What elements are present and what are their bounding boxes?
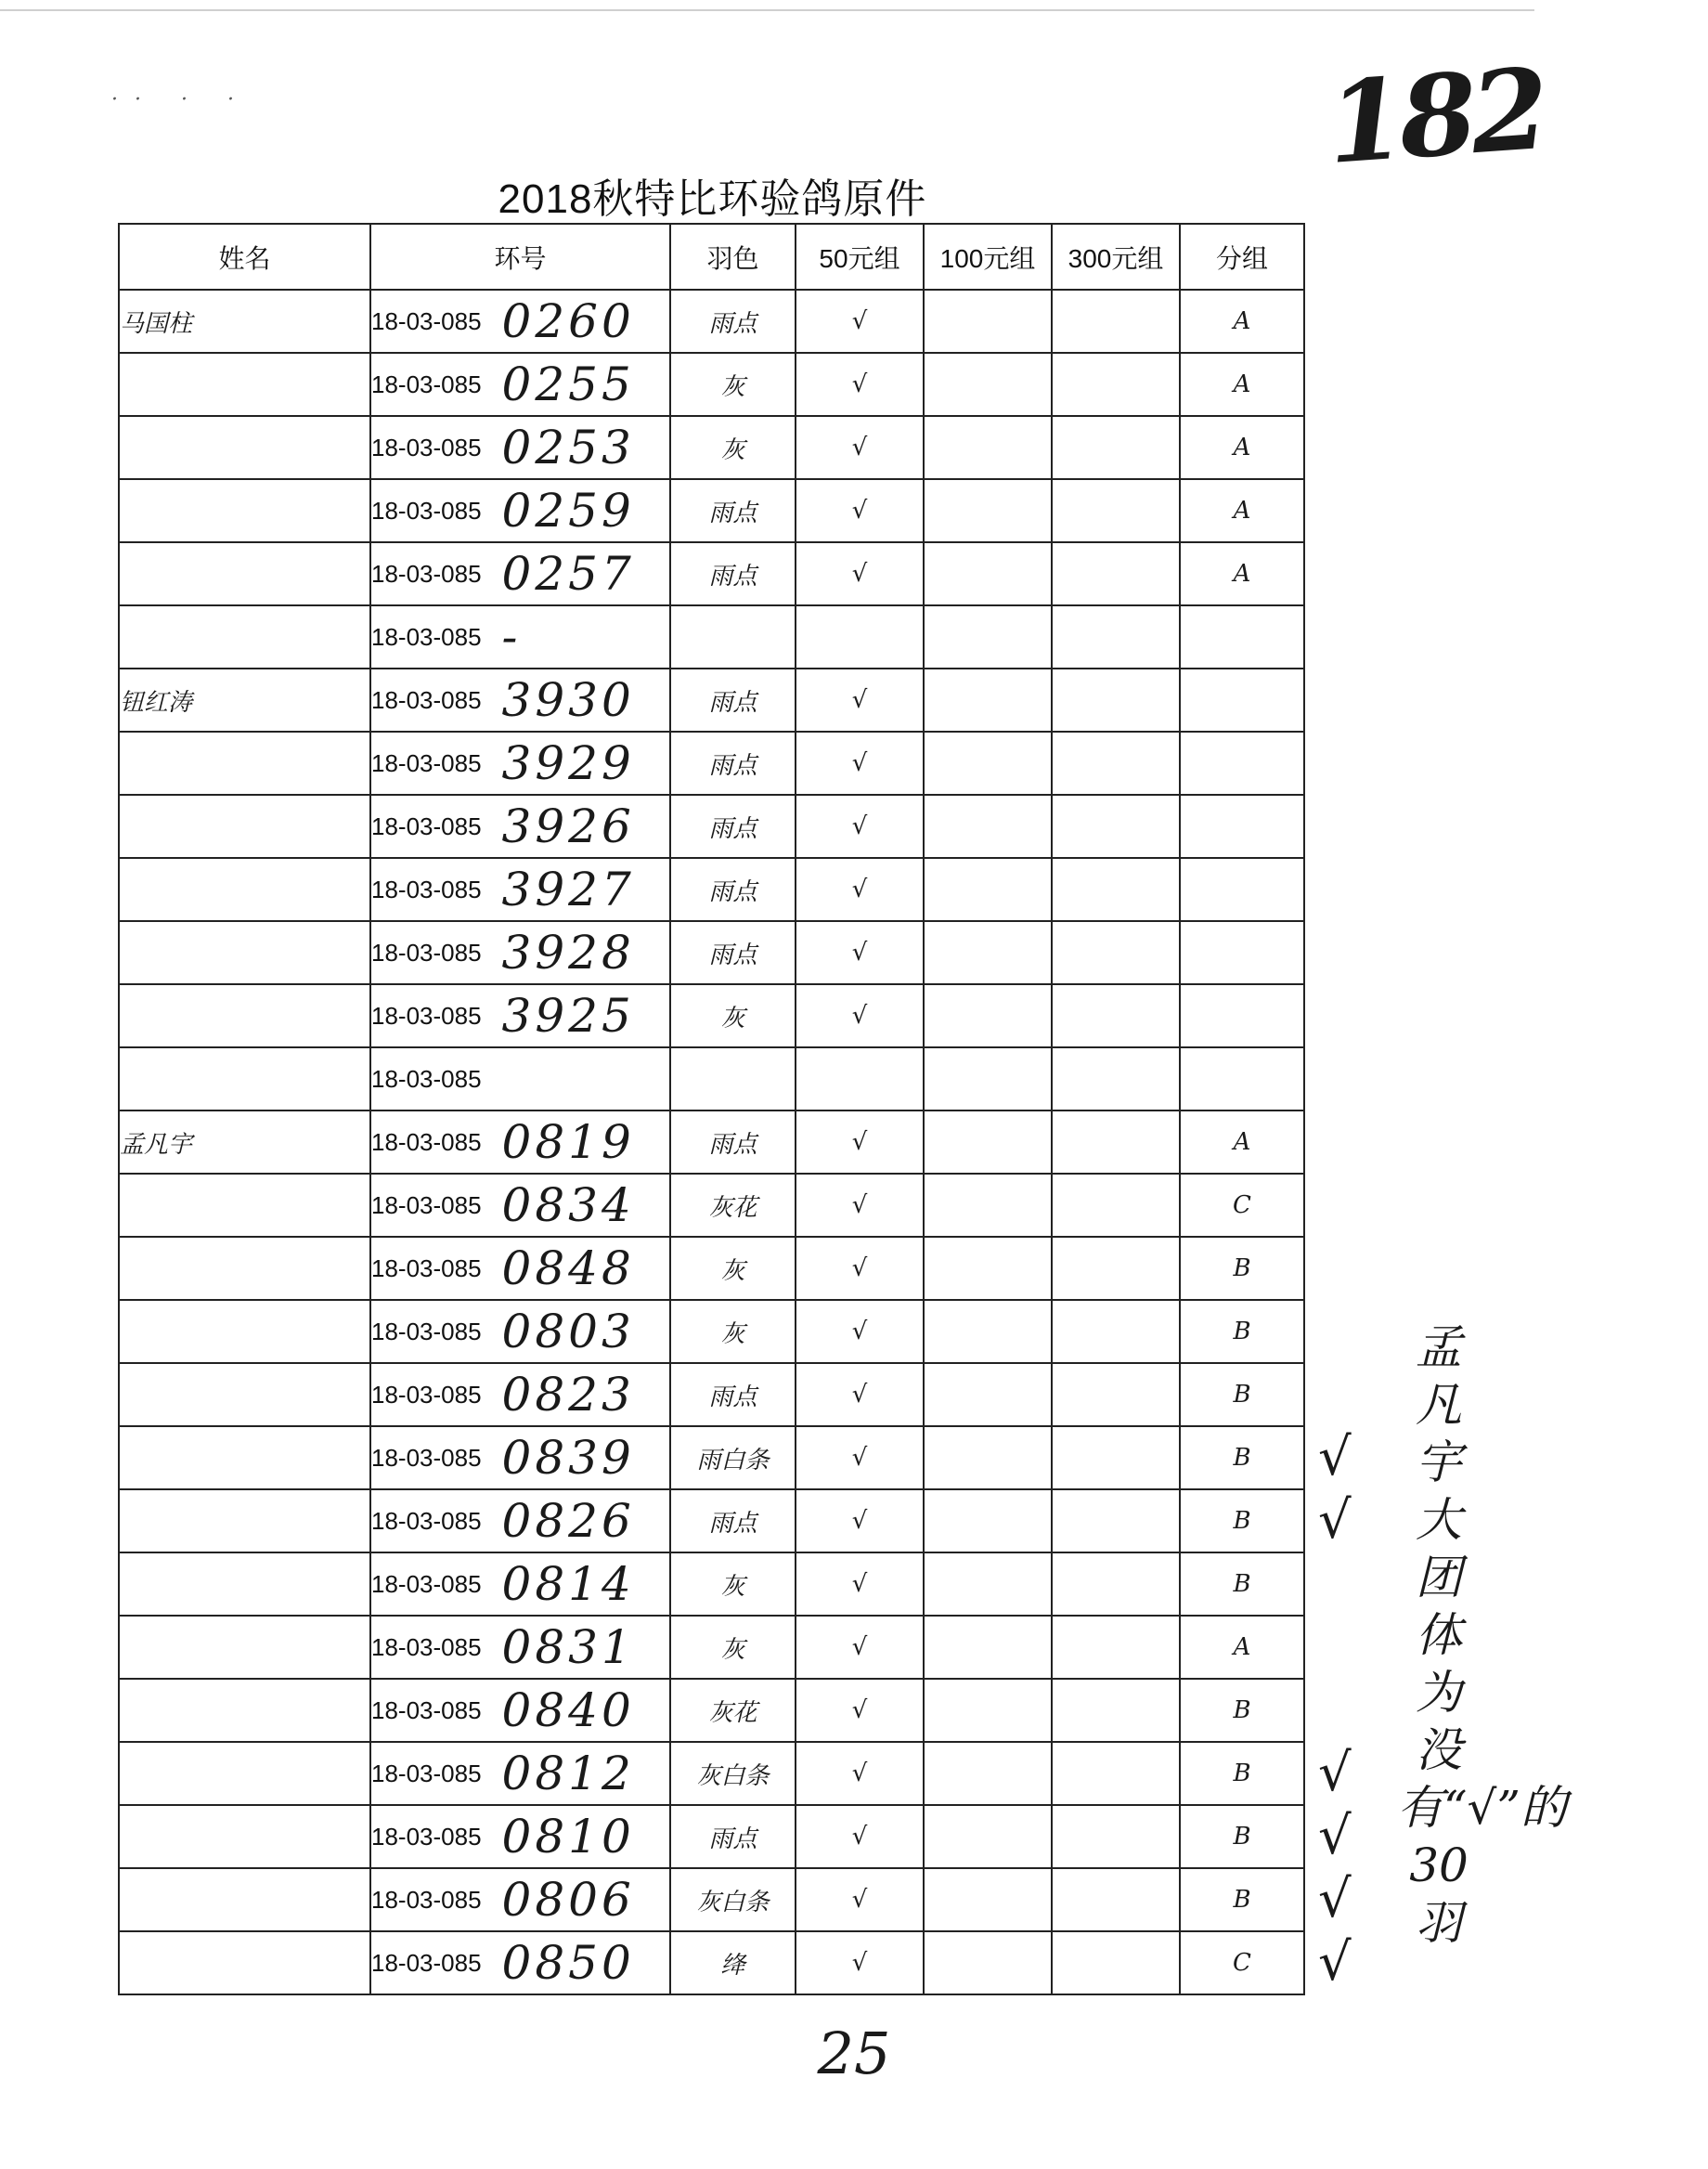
feather-color-cell (670, 1047, 796, 1110)
ring-suffix-handwritten: 3929 (501, 736, 635, 790)
feather-color-cell: 雨白条 (670, 1426, 796, 1489)
group-50-check: √ (796, 921, 924, 984)
table-row (119, 921, 1304, 984)
owner-name-cell (119, 1047, 370, 1110)
group-50-check (796, 605, 924, 669)
group-letter-cell: B (1180, 1868, 1304, 1931)
group-letter-cell: C (1180, 1931, 1304, 1994)
group-50-check: √ (796, 1931, 924, 1994)
table-row (119, 1868, 1304, 1931)
group-letter-cell (1180, 669, 1304, 732)
owner-name-cell (119, 732, 370, 795)
ring-suffix-handwritten: 0834 (501, 1178, 635, 1232)
group-300-check (1052, 1363, 1180, 1426)
ring-number-cell (370, 1616, 670, 1679)
ring-suffix-handwritten: 3925 (501, 989, 635, 1043)
feather-color-cell: 雨点 (670, 1110, 796, 1174)
group-100-check (924, 290, 1052, 353)
ring-suffix-handwritten: 0848 (501, 1241, 635, 1295)
ring-number-cell (370, 1931, 670, 1994)
feather-color-cell: 灰 (670, 1616, 796, 1679)
ring-suffix-handwritten: 0255 (501, 357, 635, 411)
table-header-row (119, 224, 1304, 290)
group-100-check (924, 1616, 1052, 1679)
group-letter-cell: B (1180, 1552, 1304, 1616)
handwritten-side-note: 孟凡宇大团体为没有“√”的30羽 (1397, 1320, 1567, 1950)
table-row (119, 1489, 1304, 1552)
ring-number-cell (370, 1552, 670, 1616)
document-title: 2018秋特比环验鸽原件 (498, 176, 927, 222)
group-100-check (924, 1552, 1052, 1616)
group-300-check (1052, 416, 1180, 479)
group-100-check (924, 1805, 1052, 1868)
feather-color-cell: 雨点 (670, 795, 796, 858)
ring-prefix: 18-03-085 (371, 1001, 482, 1030)
owner-name-cell (119, 1489, 370, 1552)
ring-prefix: 18-03-085 (371, 1695, 482, 1724)
ring-prefix: 18-03-085 (371, 622, 482, 651)
group-50-check: √ (796, 1300, 924, 1363)
feather-color-cell: 雨点 (670, 1363, 796, 1426)
table-row (119, 1047, 1304, 1110)
ring-suffix-handwritten: 0260 (501, 294, 635, 348)
group-50-check: √ (796, 1616, 924, 1679)
ring-prefix: 18-03-085 (371, 1253, 482, 1282)
feather-color-cell: 雨点 (670, 858, 796, 921)
pigeon-ring-table (118, 223, 1305, 1995)
ring-number-cell (370, 605, 670, 669)
feather-color-cell: 灰 (670, 1300, 796, 1363)
group-100-check (924, 858, 1052, 921)
group-letter-cell: B (1180, 1742, 1304, 1805)
ring-number-cell (370, 353, 670, 416)
group-300-check (1052, 479, 1180, 542)
group-100-check (924, 479, 1052, 542)
table-row (119, 1742, 1304, 1805)
group-300-check (1052, 1426, 1180, 1489)
group-300-check (1052, 1552, 1180, 1616)
ring-suffix-handwritten: 0257 (501, 547, 635, 601)
ring-prefix: 18-03-085 (371, 433, 482, 461)
group-100-check (924, 353, 1052, 416)
ring-suffix-handwritten: 0819 (501, 1115, 635, 1169)
header-100-group: 100元组 (924, 224, 1052, 290)
group-50-check: √ (796, 1237, 924, 1300)
feather-color-cell: 雨点 (670, 1489, 796, 1552)
group-300-check (1052, 1174, 1180, 1237)
margin-checkmark: √ (1318, 1932, 1352, 1993)
ring-number-cell (370, 1110, 670, 1174)
group-50-check: √ (796, 1742, 924, 1805)
ring-suffix-handwritten: - (501, 610, 522, 664)
owner-name-cell (119, 858, 370, 921)
feather-color-cell: 灰 (670, 353, 796, 416)
ring-suffix-handwritten: 3930 (501, 673, 635, 727)
margin-checkmark: √ (1318, 1743, 1352, 1803)
group-100-check (924, 1047, 1052, 1110)
feather-color-cell: 雨点 (670, 921, 796, 984)
group-50-check: √ (796, 1489, 924, 1552)
ring-number-cell (370, 795, 670, 858)
feather-color-cell: 灰花 (670, 1174, 796, 1237)
feather-color-cell: 雨点 (670, 542, 796, 605)
owner-name-cell (119, 1552, 370, 1616)
ring-prefix: 18-03-085 (371, 1506, 482, 1535)
table-row (119, 1552, 1304, 1616)
ring-suffix-handwritten: 0806 (501, 1873, 635, 1927)
group-50-check (796, 1047, 924, 1110)
group-100-check (924, 732, 1052, 795)
ring-suffix-handwritten: 3927 (501, 863, 635, 916)
feather-color-cell: 雨点 (670, 290, 796, 353)
group-100-check (924, 542, 1052, 605)
ring-prefix: 18-03-085 (371, 306, 482, 335)
group-50-check: √ (796, 795, 924, 858)
ring-number-cell (370, 984, 670, 1047)
header-300-group: 300元组 (1052, 224, 1180, 290)
group-300-check (1052, 1805, 1180, 1868)
group-letter-cell: B (1180, 1300, 1304, 1363)
group-letter-cell (1180, 605, 1304, 669)
owner-name-cell (119, 795, 370, 858)
ring-number-cell (370, 1489, 670, 1552)
handwritten-page-number: 182 (1323, 44, 1548, 189)
group-letter-cell: B (1180, 1805, 1304, 1868)
ring-suffix-handwritten: 0810 (501, 1810, 635, 1864)
ring-prefix: 18-03-085 (371, 1190, 482, 1219)
ring-number-cell (370, 921, 670, 984)
ring-prefix: 18-03-085 (371, 1443, 482, 1472)
table-row (119, 1679, 1304, 1742)
group-300-check (1052, 605, 1180, 669)
group-300-check (1052, 1931, 1180, 1994)
table-row (119, 1110, 1304, 1174)
group-letter-cell: B (1180, 1426, 1304, 1489)
group-letter-cell (1180, 921, 1304, 984)
group-100-check (924, 1868, 1052, 1931)
header-50-group: 50元组 (796, 224, 924, 290)
table-body (119, 290, 1304, 1994)
group-letter-cell: A (1180, 479, 1304, 542)
ring-suffix-handwritten: 0803 (501, 1305, 635, 1358)
group-letter-cell: A (1180, 1616, 1304, 1679)
ring-number-cell (370, 1047, 670, 1110)
owner-name-cell (119, 1805, 370, 1868)
margin-checkmark: √ (1318, 1490, 1352, 1551)
ring-number-cell (370, 1300, 670, 1363)
group-letter-cell: A (1180, 416, 1304, 479)
group-50-check: √ (796, 1110, 924, 1174)
table-row (119, 1931, 1304, 1994)
group-50-check: √ (796, 1174, 924, 1237)
ring-suffix-handwritten: 0823 (501, 1368, 635, 1422)
ring-prefix: 18-03-085 (371, 685, 482, 714)
owner-name-cell (119, 1679, 370, 1742)
ring-suffix-handwritten: 0831 (501, 1620, 635, 1674)
group-50-check: √ (796, 353, 924, 416)
owner-name-cell (119, 1174, 370, 1237)
group-letter-cell (1180, 858, 1304, 921)
ring-prefix: 18-03-085 (371, 938, 482, 967)
group-50-check: √ (796, 1679, 924, 1742)
owner-name-cell (119, 1931, 370, 1994)
table-row (119, 1426, 1304, 1489)
owner-name-cell: 钮红涛 (119, 669, 370, 732)
group-300-check (1052, 858, 1180, 921)
group-300-check (1052, 732, 1180, 795)
group-300-check (1052, 1616, 1180, 1679)
margin-checkmark: √ (1318, 1869, 1352, 1929)
ring-prefix: 18-03-085 (371, 812, 482, 840)
owner-name-cell (119, 1363, 370, 1426)
group-300-check (1052, 921, 1180, 984)
feather-color-cell: 灰 (670, 1552, 796, 1616)
table-row (119, 669, 1304, 732)
owner-name-cell (119, 416, 370, 479)
feather-color-cell: 灰 (670, 984, 796, 1047)
group-100-check (924, 1237, 1052, 1300)
feather-color-cell: 绛 (670, 1931, 796, 1994)
ring-suffix-handwritten: 0259 (501, 484, 635, 538)
table-row (119, 1237, 1304, 1300)
ring-suffix-handwritten: 0826 (501, 1494, 635, 1548)
group-100-check (924, 795, 1052, 858)
group-100-check (924, 1110, 1052, 1174)
footer-page-number: 25 (817, 2020, 891, 2087)
group-300-check (1052, 1237, 1180, 1300)
margin-checkmark: √ (1318, 1427, 1352, 1487)
group-50-check: √ (796, 732, 924, 795)
feather-color-cell: 雨点 (670, 479, 796, 542)
scan-edge-line (0, 9, 1534, 11)
ring-prefix: 18-03-085 (371, 370, 482, 398)
ring-prefix: 18-03-085 (371, 1948, 482, 1977)
ring-suffix-handwritten: 0840 (501, 1683, 635, 1737)
feather-color-cell: 灰白条 (670, 1742, 796, 1805)
group-letter-cell (1180, 795, 1304, 858)
ring-prefix: 18-03-085 (371, 1885, 482, 1914)
group-letter-cell: C (1180, 1174, 1304, 1237)
group-300-check (1052, 1679, 1180, 1742)
group-letter-cell: B (1180, 1237, 1304, 1300)
owner-name-cell (119, 984, 370, 1047)
group-50-check: √ (796, 1552, 924, 1616)
group-50-check: √ (796, 542, 924, 605)
owner-name-cell: 孟凡宇 (119, 1110, 370, 1174)
group-50-check: √ (796, 479, 924, 542)
ring-prefix: 18-03-085 (371, 496, 482, 525)
owner-name-cell (119, 1426, 370, 1489)
feather-color-cell: 灰 (670, 1237, 796, 1300)
group-100-check (924, 1363, 1052, 1426)
group-letter-cell: B (1180, 1363, 1304, 1426)
table-row (119, 605, 1304, 669)
ring-prefix: 18-03-085 (371, 1380, 482, 1409)
group-letter-cell: B (1180, 1679, 1304, 1742)
group-100-check (924, 1300, 1052, 1363)
ring-number-cell (370, 1426, 670, 1489)
owner-name-cell (119, 605, 370, 669)
feather-color-cell: 灰白条 (670, 1868, 796, 1931)
owner-name-cell (119, 1237, 370, 1300)
group-100-check (924, 416, 1052, 479)
feather-color-cell: 灰 (670, 416, 796, 479)
ring-number-cell (370, 669, 670, 732)
group-100-check (924, 1426, 1052, 1489)
ring-number-cell (370, 416, 670, 479)
header-feather-color: 羽色 (670, 224, 796, 290)
ring-number-cell (370, 1363, 670, 1426)
group-300-check (1052, 984, 1180, 1047)
table-row (119, 479, 1304, 542)
ring-prefix: 18-03-085 (371, 1632, 482, 1661)
table-row (119, 1300, 1304, 1363)
ring-number-cell (370, 1805, 670, 1868)
feather-color-cell: 雨点 (670, 1805, 796, 1868)
ring-prefix: 18-03-085 (371, 1127, 482, 1156)
owner-name-cell (119, 1616, 370, 1679)
ring-prefix: 18-03-085 (371, 1822, 482, 1851)
feather-color-cell (670, 605, 796, 669)
ring-suffix-handwritten: 0812 (501, 1747, 635, 1800)
group-100-check (924, 1742, 1052, 1805)
owner-name-cell: 马国柱 (119, 290, 370, 353)
ring-suffix-handwritten: 0850 (501, 1936, 635, 1990)
table-row (119, 732, 1304, 795)
table-row (119, 984, 1304, 1047)
table-row (119, 795, 1304, 858)
table-row (119, 1805, 1304, 1868)
ring-number-cell (370, 1868, 670, 1931)
group-50-check: √ (796, 858, 924, 921)
ring-number-cell (370, 290, 670, 353)
table-row (119, 542, 1304, 605)
ring-prefix: 18-03-085 (371, 1317, 482, 1345)
group-letter-cell: B (1180, 1489, 1304, 1552)
group-letter-cell: A (1180, 290, 1304, 353)
owner-name-cell (119, 1742, 370, 1805)
group-100-check (924, 1679, 1052, 1742)
group-300-check (1052, 1047, 1180, 1110)
group-50-check: √ (796, 1805, 924, 1868)
owner-name-cell (119, 542, 370, 605)
group-100-check (924, 984, 1052, 1047)
group-50-check: √ (796, 1426, 924, 1489)
ring-suffix-handwritten: 3928 (501, 926, 635, 980)
group-300-check (1052, 290, 1180, 353)
group-50-check: √ (796, 984, 924, 1047)
feather-color-cell: 雨点 (670, 732, 796, 795)
group-300-check (1052, 542, 1180, 605)
group-300-check (1052, 1300, 1180, 1363)
table-row (119, 290, 1304, 353)
group-letter-cell (1180, 732, 1304, 795)
ring-suffix-handwritten: 3926 (501, 799, 635, 853)
group-100-check (924, 921, 1052, 984)
ring-prefix: 18-03-085 (371, 1569, 482, 1598)
group-100-check (924, 669, 1052, 732)
table-row (119, 858, 1304, 921)
header-ring-number: 环号 (370, 224, 670, 290)
ring-prefix: 18-03-085 (371, 559, 482, 588)
group-letter-cell (1180, 1047, 1304, 1110)
table-row (119, 1174, 1304, 1237)
table-row (119, 353, 1304, 416)
header-name: 姓名 (119, 224, 370, 290)
group-letter-cell (1180, 984, 1304, 1047)
group-letter-cell: A (1180, 1110, 1304, 1174)
ring-suffix-handwritten: 0253 (501, 421, 635, 474)
group-100-check (924, 1174, 1052, 1237)
owner-name-cell (119, 479, 370, 542)
ring-number-cell (370, 1237, 670, 1300)
margin-checkmark: √ (1318, 1806, 1352, 1866)
group-300-check (1052, 669, 1180, 732)
ring-number-cell (370, 732, 670, 795)
ring-prefix: 18-03-085 (371, 875, 482, 903)
group-50-check: √ (796, 669, 924, 732)
ring-suffix-handwritten: 0814 (501, 1557, 635, 1611)
owner-name-cell (119, 1868, 370, 1931)
header-group: 分组 (1180, 224, 1304, 290)
table-row (119, 1363, 1304, 1426)
owner-name-cell (119, 1300, 370, 1363)
ring-suffix-handwritten: 0839 (501, 1431, 635, 1485)
group-50-check: √ (796, 1868, 924, 1931)
group-300-check (1052, 353, 1180, 416)
group-300-check (1052, 795, 1180, 858)
ring-number-cell (370, 858, 670, 921)
ring-number-cell (370, 1679, 670, 1742)
feather-color-cell: 灰花 (670, 1679, 796, 1742)
ring-number-cell (370, 1742, 670, 1805)
group-letter-cell: A (1180, 542, 1304, 605)
ring-prefix: 18-03-085 (371, 1759, 482, 1787)
table-row (119, 1616, 1304, 1679)
group-300-check (1052, 1868, 1180, 1931)
feather-color-cell: 雨点 (670, 669, 796, 732)
ring-number-cell (370, 542, 670, 605)
ring-number-cell (370, 1174, 670, 1237)
group-100-check (924, 1489, 1052, 1552)
owner-name-cell (119, 921, 370, 984)
ring-prefix: 18-03-085 (371, 748, 482, 777)
table-row (119, 416, 1304, 479)
ring-prefix: 18-03-085 (371, 1064, 482, 1093)
group-300-check (1052, 1489, 1180, 1552)
group-100-check (924, 605, 1052, 669)
group-300-check (1052, 1742, 1180, 1805)
group-50-check: √ (796, 1363, 924, 1426)
group-letter-cell: A (1180, 353, 1304, 416)
group-100-check (924, 1931, 1052, 1994)
scan-specks: ·· · · (111, 88, 251, 111)
ring-number-cell (370, 479, 670, 542)
group-300-check (1052, 1110, 1180, 1174)
group-50-check: √ (796, 290, 924, 353)
group-50-check: √ (796, 416, 924, 479)
owner-name-cell (119, 353, 370, 416)
